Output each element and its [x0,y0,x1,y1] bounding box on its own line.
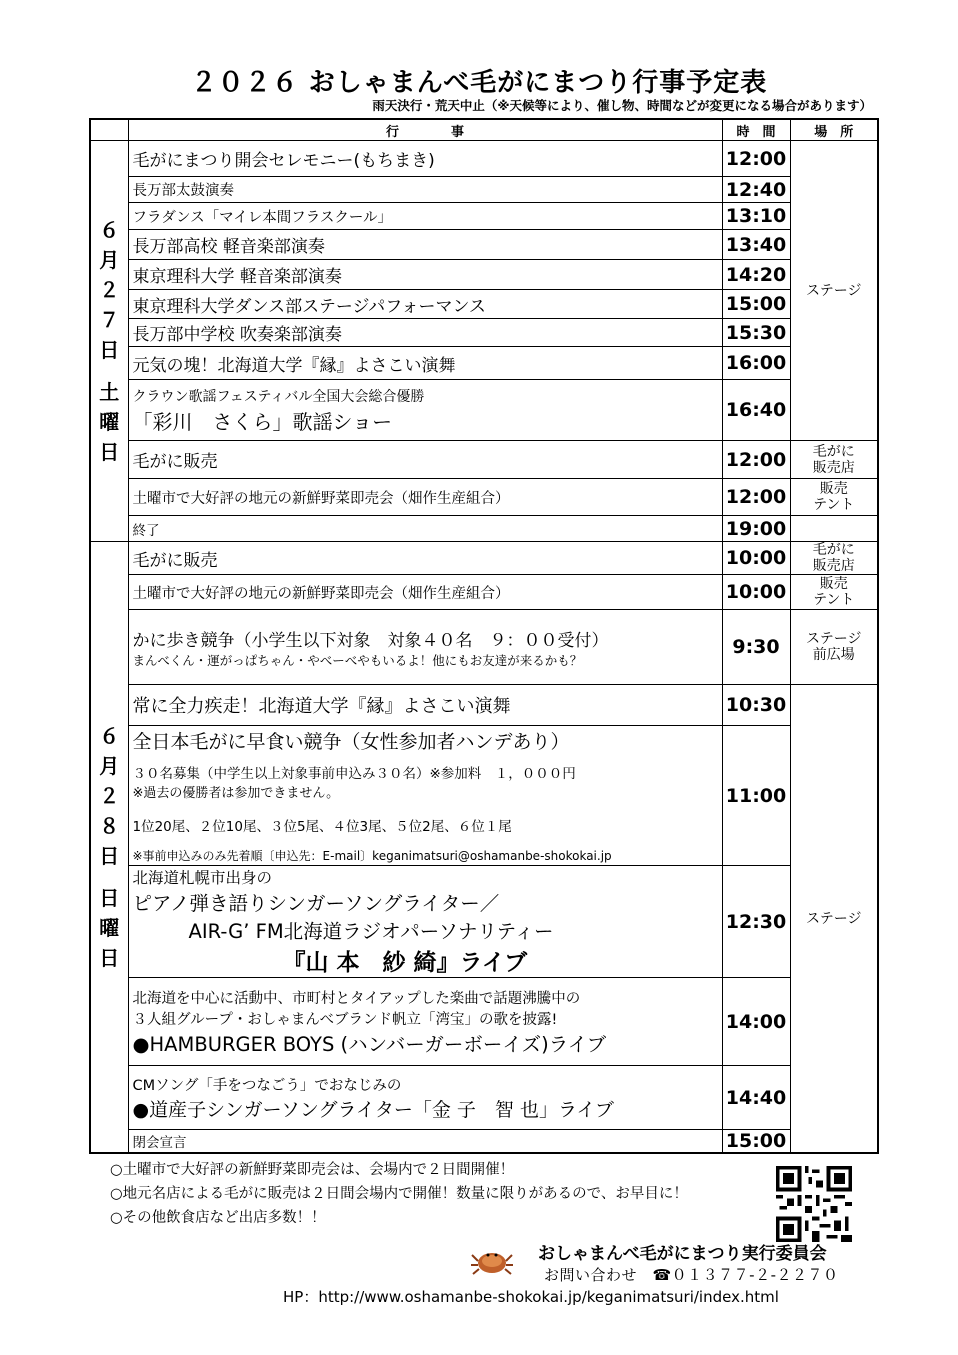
place-cell-shop: 毛がに 販売店 [790,441,878,479]
table-row [90,290,878,319]
page-subtitle: 雨天決行・荒天中止（※天候等により、催し物、時間などが変更になる場合があります） [372,98,872,113]
event-line: 『山 本 紗 綺』ライブ [282,950,528,976]
time-cell: 16:40 [722,380,790,441]
table-row [90,516,878,542]
time-cell: 10:00 [722,575,790,610]
table-row [90,1066,878,1130]
event-cell: 長万部太鼓演奏 [128,177,722,203]
event-line: 全日本毛がに早食い競争（女性参加者ハンデあり） [132,731,570,753]
time-cell: 14:20 [722,260,790,290]
event-line: AIR-G’ FM北海道ラジオパーソナリティー [188,920,554,943]
header-time: 時 間 [722,119,790,141]
event-cell: フラダンス「マイレ本間フラスクール」 [128,203,722,230]
table-row [90,479,878,516]
crab-icon [470,1243,514,1279]
footer-note: ○地元名店による毛がに販売は２日間会場内で開催！数量に限りがあるので、お早目に！ [110,1186,688,1202]
event-line: 1位20尾、２位10尾、３位5尾、４位3尾、５位2尾、６位１尾 [132,819,512,835]
table-row [90,978,878,1066]
footer-note: ○その他飲食店など出店多数！！ [110,1210,326,1226]
table-row [90,866,878,978]
time-cell: 19:00 [722,516,790,542]
footer-note: ○土曜市で大好評の新鮮野菜即売会は、会場内で２日間開催！ [110,1162,515,1178]
time-cell: 15:30 [722,319,790,347]
place-cell-front: ステージ 前広場 [790,610,878,685]
event-line: 北海道を中心に活動中、市町村とタイアップした楽曲で話題沸騰中の [132,990,581,1007]
event-cell: 長万部高校 軽音楽部演奏 [128,230,722,260]
event-cell: 元気の塊！北海道大学『縁』よさこい演舞 [128,347,722,380]
table-row [90,575,878,610]
event-line: ３人組グループ・おしゃまんべブランド帆立「湾宝」の歌を披露! [132,1011,558,1028]
footer-notes [110,1158,688,1230]
event-cell: 毛がにまつり開会セレモニー(もちまき) [128,141,722,177]
time-cell: 14:00 [722,978,790,1066]
time-cell: 13:10 [722,203,790,230]
time-cell: 9:30 [722,610,790,685]
event-cell: 閉会宣言 [128,1130,722,1154]
event-cell: 東京理科大学ダンス部ステージパフォーマンス [128,290,722,319]
day2-date: ６ 月 ２ ８ 日 日 曜 日 [90,542,128,1154]
organizer-name: おしゃまんべ毛がにまつり実行委員会 [538,1244,827,1264]
event-cell [128,1066,722,1130]
time-cell: 15:00 [722,290,790,319]
event-line: ※過去の優勝者は参加できません。 [132,786,340,801]
event-line: 北海道札幌市出身の [132,869,273,887]
table-row [90,610,878,685]
time-cell: 12:30 [722,866,790,978]
time-cell: 15:00 [722,1130,790,1154]
table-row [90,542,878,575]
time-cell: 14:40 [722,1066,790,1130]
event-cell: 土曜市で大好評の地元の新鮮野菜即売会（畑作生産組合） [128,479,722,516]
time-cell: 12:00 [722,441,790,479]
table-header-row [90,119,878,141]
event-cell [128,866,722,978]
table-row [90,177,878,203]
event-cell: 東京理科大学 軽音楽部演奏 [128,260,722,290]
time-cell: 16:00 [722,347,790,380]
place-cell-tent: 販売 テント [790,479,878,516]
table-row [90,1130,878,1154]
event-cell [128,610,722,685]
event-line: ●道産子シンガーソングライター「金 子 智 也」ライブ [132,1098,614,1121]
time-cell: 10:00 [722,542,790,575]
table-row [90,230,878,260]
event-line: まんべくん・運がっぱちゃん・やべーべやもいるよ！他にもお友達が来るかも？ [132,652,583,668]
table-row [90,347,878,380]
header-place: 場 所 [790,119,878,141]
event-cell: 長万部中学校 吹奏楽部演奏 [128,319,722,347]
place-cell-shop: 毛がに 販売店 [790,542,878,575]
event-cell [128,726,722,866]
header-event: 行 事 [128,119,722,141]
event-cell: 常に全力疾走！北海道大学『縁』よさこい演舞 [128,685,722,726]
event-cell: 毛がに販売 [128,441,722,479]
event-line: ピアノ弾き語りシンガーソングライター／ [132,892,500,915]
place-cell-empty [790,516,878,542]
table-row [90,685,878,726]
time-cell: 12:40 [722,177,790,203]
qr-code-icon [776,1166,852,1242]
event-cell: 毛がに販売 [128,542,722,575]
page-title: ２０２６ おしゃまんべ毛がにまつり行事予定表 [190,68,768,98]
place-cell-stage: ステージ [790,141,878,441]
event-line: 「彩川 さくら」歌謡ショー [132,409,393,434]
header-blank [90,119,128,141]
table-row [90,141,878,177]
schedule-table [89,118,879,1154]
table-row [90,726,878,866]
place-cell-stage: ステージ [790,685,878,1154]
event-cell [128,978,722,1066]
event-line: ※事前申込みのみ先着順〔申込先：E-mail〕keganimatsuri@oshamanbe-shokokai.jp [132,849,612,863]
time-cell: 11:00 [722,726,790,866]
table-row [90,260,878,290]
table-row [90,319,878,347]
day1-date: ６ 月 ２ ７ 日 土 曜 日 [90,141,128,542]
event-cell: 終了 [128,516,722,542]
time-cell: 12:00 [722,141,790,177]
table-row [90,203,878,230]
event-line: ３０名募集（中学生以上対象事前申込み３０名）※参加料 １，０００円 [132,766,576,782]
time-cell: 13:40 [722,230,790,260]
event-line: ●HAMBURGER BOYS (ハンバーガーボーイズ)ライブ [132,1032,607,1056]
table-row [90,441,878,479]
event-cell: 土曜市で大好評の地元の新鮮野菜即売会（畑作生産組合） [128,575,722,610]
table-row [90,380,878,441]
event-line: CMソング「手をつなごう」でおなじみの [132,1077,402,1094]
time-cell: 10:30 [722,685,790,726]
homepage-link[interactable]: HP：http://www.oshamanbe-shokokai.jp/keganimatsuri/index.html [283,1288,779,1306]
event-line: クラウン歌謡フェスティバル全国大会総合優勝 [132,388,425,405]
event-cell [128,380,722,441]
contact-phone: お問い合わせ ☎０１３７７-２-２２７０ [544,1266,839,1284]
event-line: かに歩き競争（小学生以下対象 対象４０名 ９：００受付） [132,630,609,651]
place-cell-tent: 販売 テント [790,575,878,610]
time-cell: 12:00 [722,479,790,516]
